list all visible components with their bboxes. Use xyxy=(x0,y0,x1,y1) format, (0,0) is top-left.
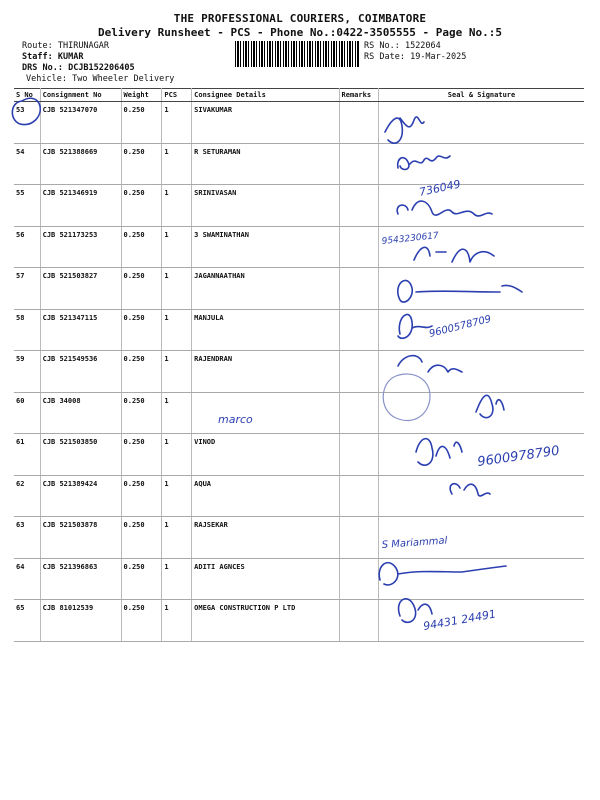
consignee-name: 3 SWAMINATHAN xyxy=(192,226,339,268)
consignment-number: CJB 521503878 xyxy=(40,517,121,559)
weight-value: 0.250 xyxy=(121,143,162,185)
remarks-cell xyxy=(339,558,378,600)
consignment-number: CJB 521503827 xyxy=(40,268,121,310)
table-row xyxy=(14,309,584,351)
table-row xyxy=(14,185,584,227)
signature-cell xyxy=(379,434,585,476)
signature-cell xyxy=(379,309,585,351)
consignee-name: RAJSEKAR xyxy=(192,517,339,559)
consignment-number: CJB 521388669 xyxy=(40,143,121,185)
staff-value: KUMAR xyxy=(57,52,84,62)
signature-cell xyxy=(379,185,585,227)
consignment-number: CJB 521173253 xyxy=(40,226,121,268)
drs-line xyxy=(22,63,135,73)
signature-cell xyxy=(379,143,585,185)
remarks-cell xyxy=(339,102,378,144)
consignee-name: ADITI AGNCES xyxy=(192,558,339,600)
handwritten-marco: marco xyxy=(218,413,253,426)
consignment-number: CJB 81012539 xyxy=(40,600,121,642)
weight-value: 0.250 xyxy=(121,185,162,227)
staff-line xyxy=(22,52,83,62)
remarks-cell xyxy=(339,143,378,185)
handwritten-phone-55: 736049 xyxy=(417,177,462,199)
table-row xyxy=(14,268,584,310)
row-sno: 65 xyxy=(14,600,40,642)
row-sno: 57 xyxy=(14,268,40,310)
pcs-value: 1 xyxy=(162,600,192,642)
consignment-number: CJB 34008 xyxy=(40,392,121,434)
drs-value: DCJB152206405 xyxy=(68,63,135,73)
remarks-cell xyxy=(339,268,378,310)
signature-cell xyxy=(379,558,585,600)
consignment-number: CJB 521503850 xyxy=(40,434,121,476)
remarks-cell xyxy=(339,392,378,434)
drs-label: DRS No.: xyxy=(22,63,63,73)
remarks-cell xyxy=(339,517,378,559)
pcs-value: 1 xyxy=(162,475,192,517)
route-value: THIRUNAGAR xyxy=(57,41,110,51)
row-sno: 55 xyxy=(14,185,40,227)
weight-value: 0.250 xyxy=(121,558,162,600)
staff-label: Staff: xyxy=(22,52,53,62)
signature-cell xyxy=(379,268,585,310)
row-sno: 61 xyxy=(14,434,40,476)
barcode-image xyxy=(235,41,359,67)
company-title: THE PROFESSIONAL COURIERS, COIMBATORE xyxy=(173,12,427,25)
remarks-cell xyxy=(339,434,378,476)
rs-no-line xyxy=(364,41,441,51)
weight-value: 0.250 xyxy=(121,102,162,144)
table-row xyxy=(14,558,584,600)
table-row xyxy=(14,475,584,517)
table-row xyxy=(14,600,584,642)
consignment-number: CJB 521549536 xyxy=(40,351,121,393)
pcs-value: 1 xyxy=(162,351,192,393)
remarks-cell xyxy=(339,600,378,642)
rs-date-label: RS Date: xyxy=(364,52,405,62)
consignment-number: CJB 521396863 xyxy=(40,558,121,600)
table-row xyxy=(14,226,584,268)
handwritten-note-65: 94431 24491 xyxy=(422,607,497,633)
row-sno: 56 xyxy=(14,226,40,268)
signature-cell xyxy=(379,517,585,559)
table-row xyxy=(14,102,584,144)
weight-value: 0.250 xyxy=(121,475,162,517)
col-remarks: Remarks xyxy=(339,89,378,102)
route-label: Route: xyxy=(22,41,53,51)
handwritten-note-64: S Mariammal xyxy=(381,535,448,551)
consignee-name: SRINIVASAN xyxy=(192,185,339,227)
col-weight: Weight xyxy=(121,89,162,102)
signature-cell xyxy=(379,102,585,144)
delivery-table xyxy=(14,88,584,642)
pcs-value: 1 xyxy=(162,268,192,310)
consignment-number: CJB 521346919 xyxy=(40,185,121,227)
table-row xyxy=(14,143,584,185)
row-sno: 54 xyxy=(14,143,40,185)
rs-no-label: RS No.: xyxy=(364,41,400,51)
row-sno: 64 xyxy=(14,558,40,600)
signature-cell xyxy=(379,475,585,517)
row-sno: 63 xyxy=(14,517,40,559)
pcs-value: 1 xyxy=(162,185,192,227)
remarks-cell xyxy=(339,351,378,393)
consignee-name: SIVAKUMAR xyxy=(192,102,339,144)
remarks-cell xyxy=(339,309,378,351)
rs-no-value: 1522064 xyxy=(404,41,441,51)
table-row xyxy=(14,392,584,434)
row-sno: 60 xyxy=(14,392,40,434)
pcs-value: 1 xyxy=(162,309,192,351)
weight-value: 0.250 xyxy=(121,268,162,310)
consignment-number: CJB 521389424 xyxy=(40,475,121,517)
weight-value: 0.250 xyxy=(121,434,162,476)
consignee-name xyxy=(192,392,339,434)
route-line xyxy=(22,41,109,51)
weight-value: 0.250 xyxy=(121,309,162,351)
handwritten-phone-56: 9543230617 xyxy=(381,231,440,247)
consignee-name: MANJULA xyxy=(192,309,339,351)
row-sno: 53 xyxy=(14,102,40,144)
signature-cell xyxy=(379,226,585,268)
col-pcs: PCS xyxy=(162,89,192,102)
pcs-value: 1 xyxy=(162,143,192,185)
vehicle-line xyxy=(26,74,174,84)
col-sno: S No xyxy=(14,89,40,102)
consignee-name: AQUA xyxy=(192,475,339,517)
remarks-cell xyxy=(339,185,378,227)
consignee-name: VINOD xyxy=(192,434,339,476)
vehicle-label: Vehicle: xyxy=(26,74,67,84)
pcs-value: 1 xyxy=(162,226,192,268)
row-sno: 59 xyxy=(14,351,40,393)
table-row xyxy=(14,517,584,559)
weight-value: 0.250 xyxy=(121,392,162,434)
pcs-value: 1 xyxy=(162,102,192,144)
table-row xyxy=(14,434,584,476)
weight-value: 0.250 xyxy=(121,351,162,393)
row-sno: 62 xyxy=(14,475,40,517)
pcs-value: 1 xyxy=(162,434,192,476)
pcs-value: 1 xyxy=(162,392,192,434)
row-sno: 58 xyxy=(14,309,40,351)
col-consignee: Consignee Details xyxy=(192,89,339,102)
table-row xyxy=(14,351,584,393)
consignee-name: RAJENDRAN xyxy=(192,351,339,393)
col-consignment: Consignment No xyxy=(40,89,121,102)
consignment-number: CJB 521347115 xyxy=(40,309,121,351)
consignment-number: CJB 521347070 xyxy=(40,102,121,144)
weight-value: 0.250 xyxy=(121,226,162,268)
vehicle-value: Two Wheeler Delivery xyxy=(72,74,175,84)
weight-value: 0.250 xyxy=(121,600,162,642)
consignee-name: JAGANNAATHAN xyxy=(192,268,339,310)
pcs-value: 1 xyxy=(162,517,192,559)
col-signature: Seal & Signature xyxy=(379,89,585,102)
handwritten-phone-61: 9600978790 xyxy=(476,443,561,470)
weight-value: 0.250 xyxy=(121,517,162,559)
pcs-value: 1 xyxy=(162,558,192,600)
table-header-row xyxy=(14,89,584,102)
remarks-cell xyxy=(339,475,378,517)
rs-date-line xyxy=(364,52,466,62)
signature-cell xyxy=(379,392,585,434)
signature-cell xyxy=(379,600,585,642)
signature-cell xyxy=(379,351,585,393)
sheet-title: Delivery Runsheet - PCS - Phone No.:0422-3505555 - Page No.:5 xyxy=(98,26,502,39)
consignee-name: OMEGA CONSTRUCTION P LTD xyxy=(192,600,339,642)
consignee-name: R SETURAMAN xyxy=(192,143,339,185)
remarks-cell xyxy=(339,226,378,268)
rs-date-value: 19-Mar-2025 xyxy=(410,52,467,62)
handwritten-phone-58: 9600578709 xyxy=(428,313,493,340)
